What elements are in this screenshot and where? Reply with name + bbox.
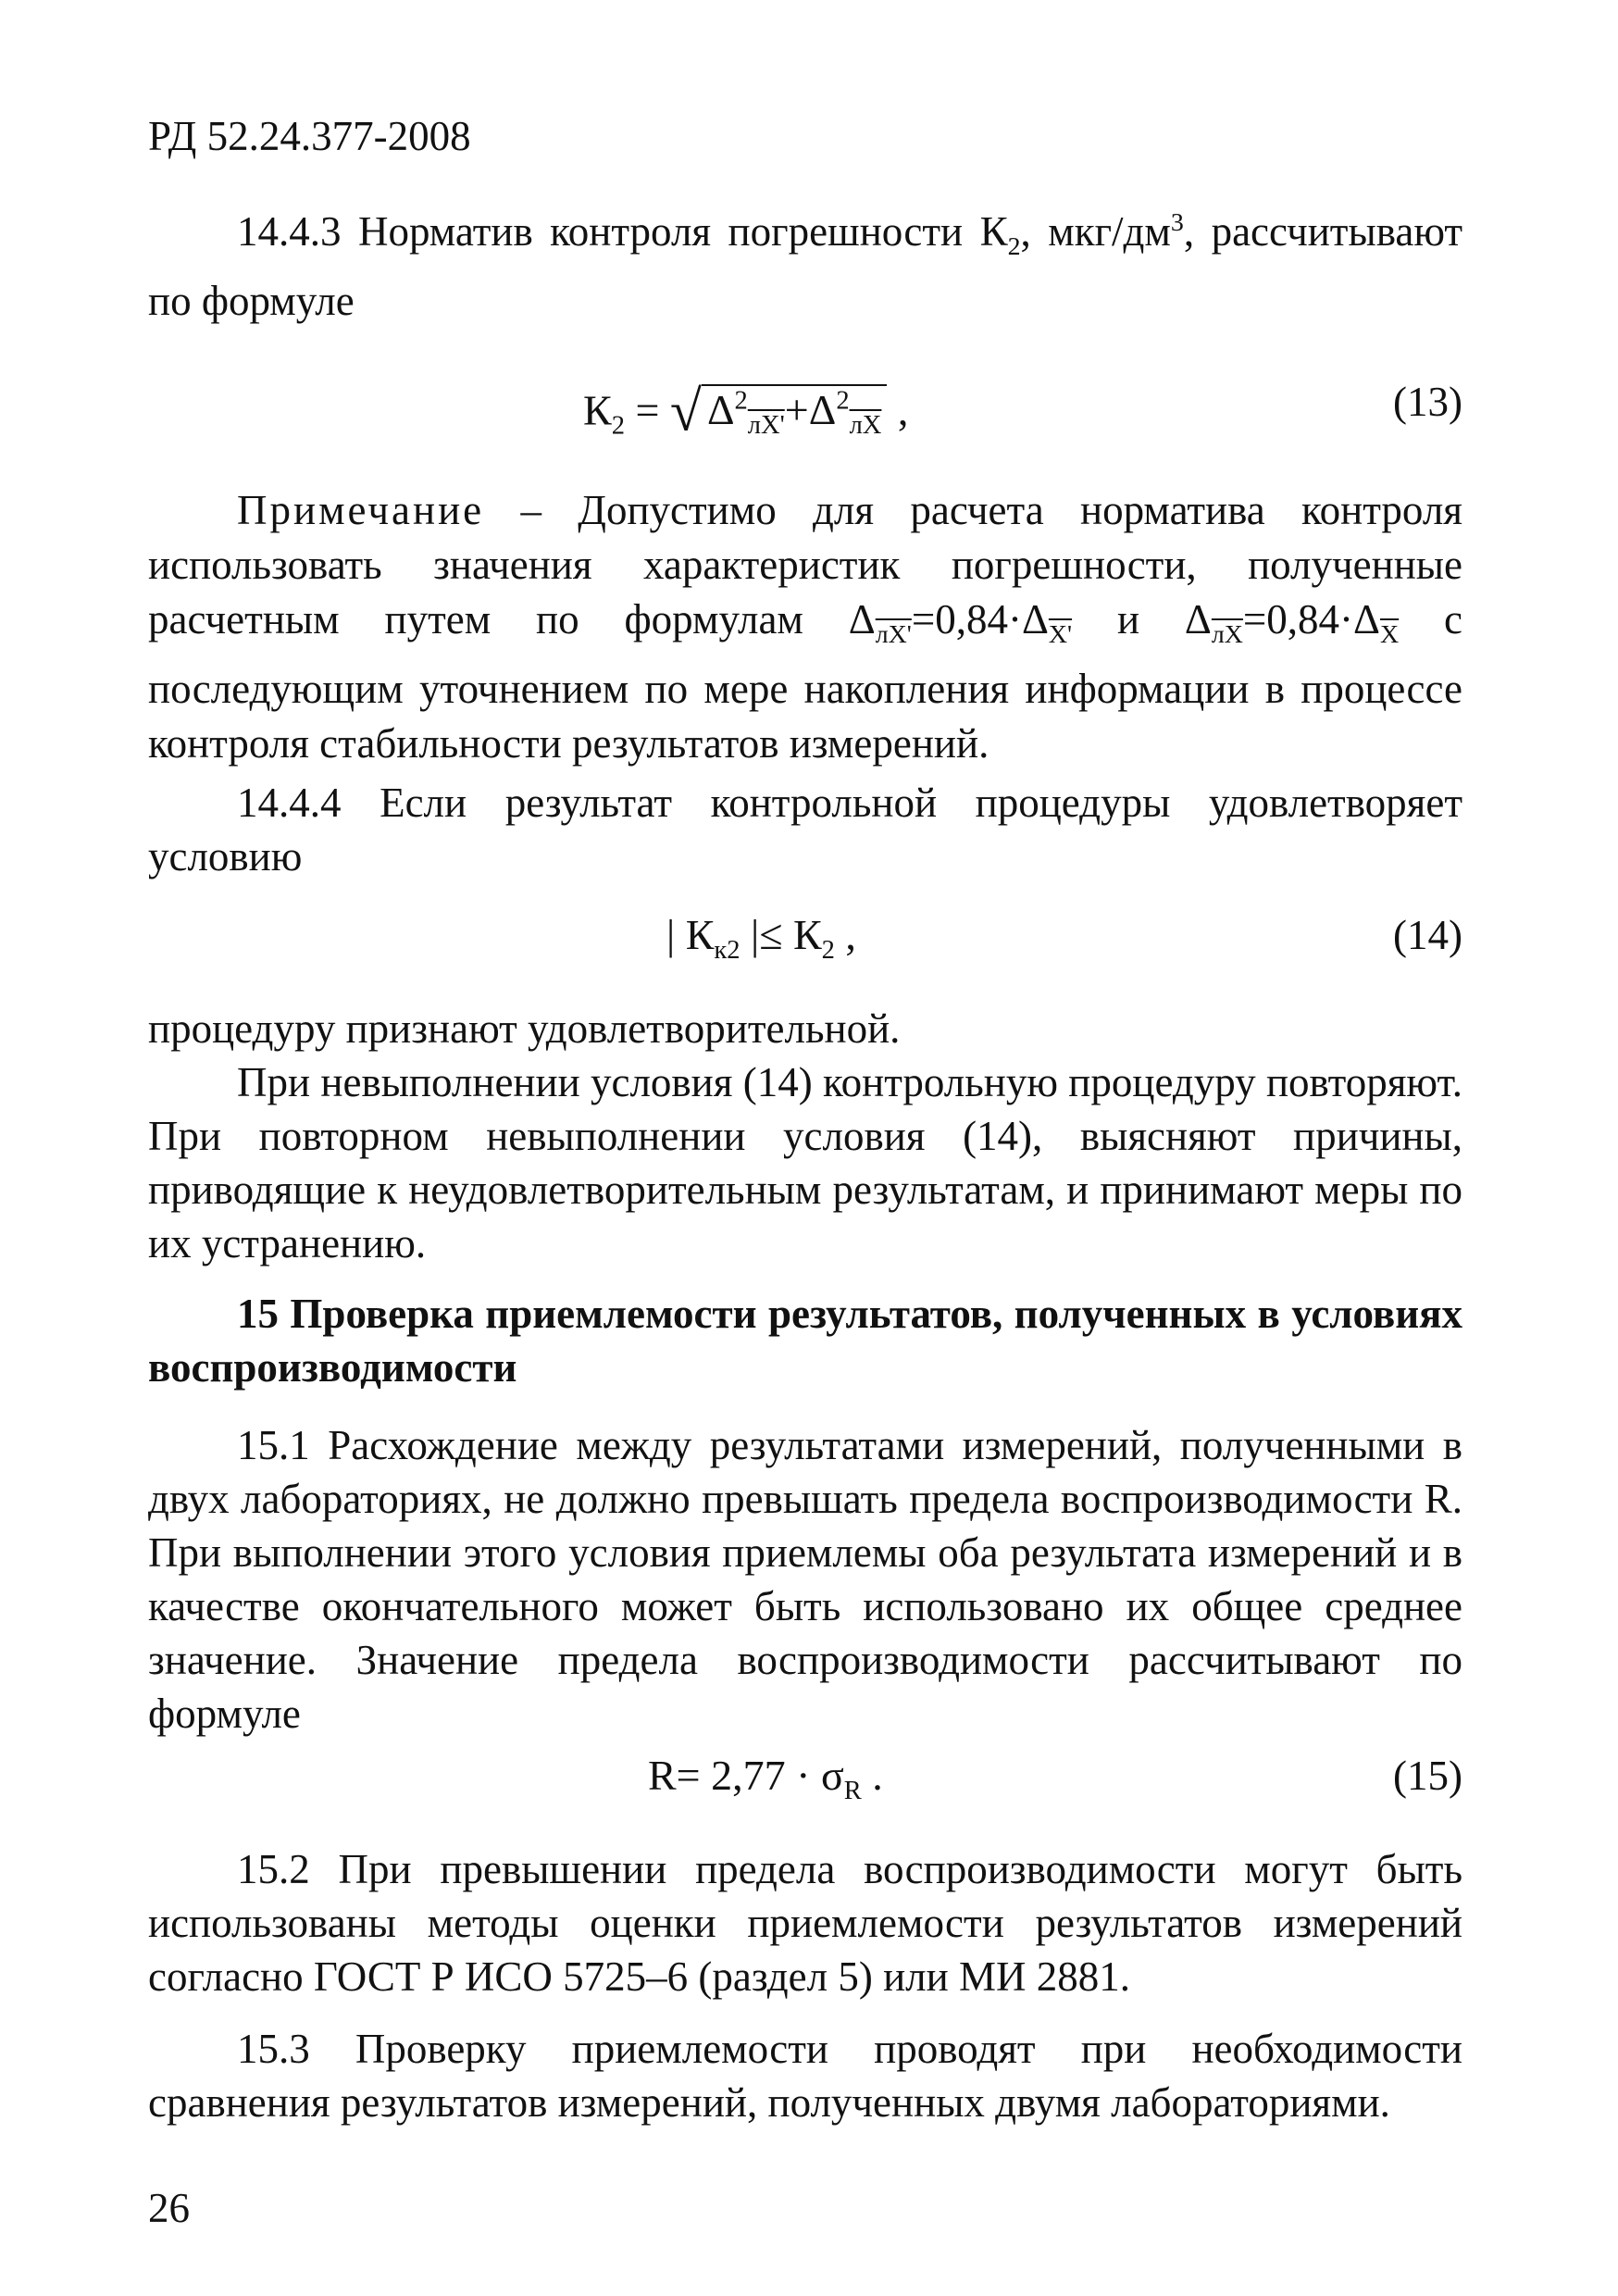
sqrt-icon: √	[669, 380, 702, 443]
paragraph-14-4-4	[148, 776, 1462, 883]
formula-sub: R	[843, 1777, 862, 1806]
equation-number-13: (13)	[1393, 379, 1462, 425]
formula-lhs: R= 2,77 · σ	[648, 1752, 844, 1799]
paragraph-accept	[148, 1002, 1462, 1055]
text: При невыполнении условия (14) контрольную процедуру повторяют. При повторном невыполнении условия (14), выясняют причины, приводящие к неудовлетворительным результатам, и принимают меры по их устранению.	[148, 1059, 1462, 1267]
formula-comma: ,	[834, 911, 856, 958]
page-number: 26	[148, 2185, 190, 2231]
document-code: РД 52.24.377-2008	[148, 113, 471, 159]
text: 14.4.3 Норматив контроля погрешности К	[237, 208, 1008, 255]
formula-sub: к2	[714, 936, 741, 966]
note-label: Примечание	[237, 487, 485, 533]
formula-dot: .	[861, 1752, 883, 1799]
f1-eq: =0,84·Δ	[911, 596, 1049, 643]
f1-sub2: X'	[1048, 620, 1073, 649]
note-text: Допустимо для расчета норматива контроля использовать значения характеристик погрешности, полученные расчетным путем по формулам	[148, 487, 1462, 643]
formula-mid: |≤ К	[740, 911, 822, 958]
delta-1-sub: лX'	[747, 411, 785, 441]
paragraph-15-2	[148, 1842, 1462, 2003]
equation-number-14: (14)	[1393, 912, 1462, 958]
delta-2: Δ	[808, 386, 837, 434]
f1-sub: лX'	[875, 620, 912, 649]
paragraph-14-4-3	[148, 196, 1462, 328]
delta-2-sup: 2	[836, 387, 850, 416]
delta-2-sub: лX	[849, 411, 882, 441]
f1-delta: Δ	[848, 596, 876, 643]
text: , рассчитывают по формуле	[148, 208, 1463, 324]
note-dash: –	[484, 487, 579, 533]
f2-eq: =0,84·Δ	[1242, 596, 1380, 643]
paragraph-fail	[148, 1055, 1462, 1270]
note-and: и	[1072, 596, 1185, 643]
note-text-2: с последующим уточнением по мере накопления информации в процессе контроля стабильности результатов измерений.	[148, 596, 1462, 767]
text: 15.1 Расхождение между результатами измерений, полученными в двух лабораториях, не должно превышать предела воспроизводимости R. При выполнении этого условия приемлемы оба результата измерений и в качестве окончательного может быть использовано их общее среднее значение. Значение предела воспроизводимости рассчитывают по формуле	[148, 1422, 1462, 1737]
paragraph-15-3	[148, 2022, 1462, 2129]
text: 15.3 Проверку приемлемости проводят при необходимости сравнения результатов измерений, полученных двумя лабораториями.	[148, 2026, 1462, 2126]
paragraph-15-1	[148, 1418, 1462, 1741]
text: 15.2 При превышении предела воспроизводимости могут быть использованы методы оценки приемлемости результатов измерений согласно ГОСТ Р ИСО 5725–6 (раздел 5) или МИ 2881.	[148, 1846, 1462, 2000]
note-paragraph	[148, 483, 1462, 771]
text: 14.4.4 Если результат контрольной процедуры удовлетворяет условию	[148, 780, 1462, 880]
formula-k: К	[583, 386, 612, 434]
text: процедуру признают удовлетворительной.	[148, 1005, 901, 1052]
formula-sub-2: 2	[821, 936, 835, 966]
formula-15	[648, 1748, 883, 1819]
f2-delta: Δ	[1184, 596, 1212, 643]
formula-14	[666, 907, 856, 979]
equation-number-15: (15)	[1393, 1753, 1462, 1799]
f2-sub: лX	[1211, 620, 1243, 649]
radicand	[702, 384, 887, 441]
title-text: 15 Проверка приемлемости результатов, полученных в условиях воспроизводимости	[148, 1291, 1462, 1391]
subscript: 2	[1007, 232, 1021, 261]
superscript: 3	[1170, 208, 1184, 237]
f2-sub2: X	[1379, 620, 1400, 649]
formula-13	[583, 374, 908, 455]
formula-k-sub: 2	[611, 411, 625, 441]
delta-1: Δ	[706, 386, 735, 434]
formula-open: | К	[666, 911, 715, 958]
section-15-title	[148, 1287, 1462, 1394]
delta-1-sup: 2	[734, 387, 748, 416]
plus-sign: +	[784, 386, 809, 434]
formula-equals: =	[624, 386, 670, 434]
square-root	[670, 374, 888, 455]
text: , мкг/дм	[1020, 208, 1171, 255]
formula-comma: ,	[887, 386, 909, 434]
